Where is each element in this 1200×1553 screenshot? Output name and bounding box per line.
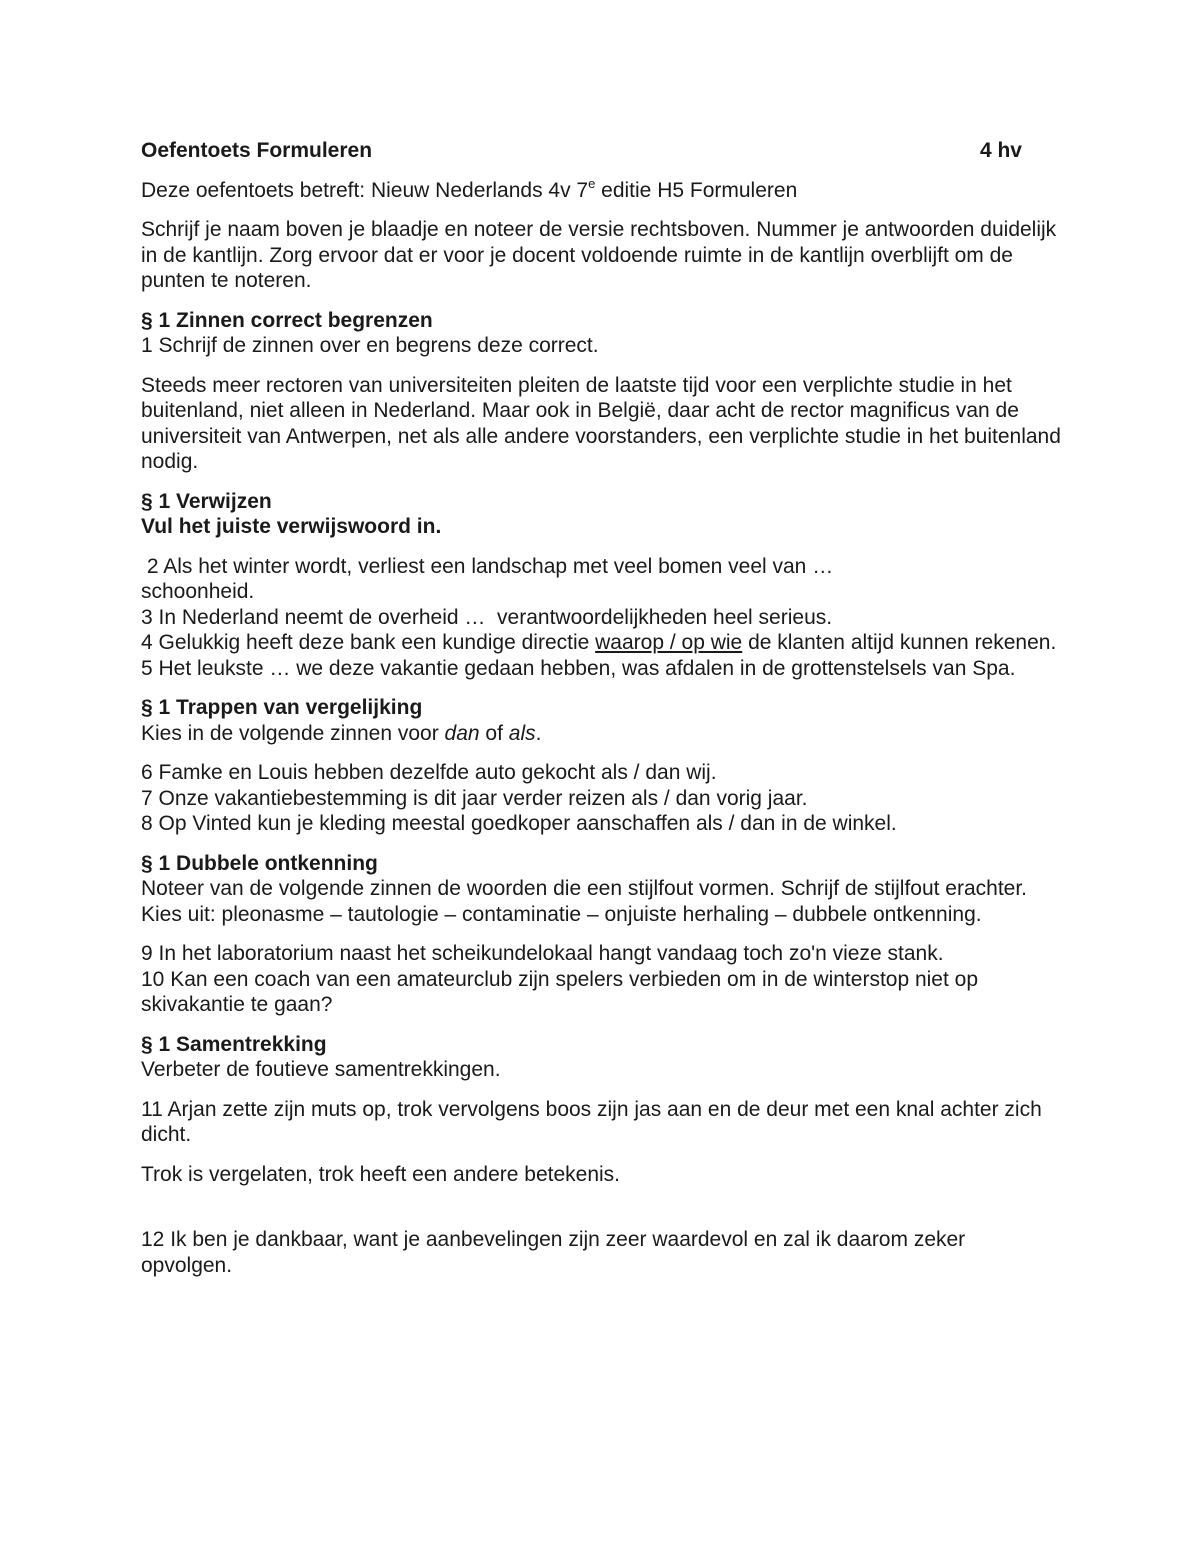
document-title: Oefentoets Formuleren bbox=[141, 139, 373, 162]
subtitle-post: editie H5 Formuleren bbox=[595, 178, 798, 202]
section-instruction-samentrekking: Verbeter de foutieve samentrekkingen. bbox=[141, 1058, 501, 1081]
title-row bbox=[141, 138, 1061, 164]
question-3: 3 In Nederland neemt de overheid … verantwoordelijkheden heel serieus. bbox=[141, 605, 833, 629]
question-4-post: de klanten altijd kunnen rekenen. bbox=[742, 631, 1057, 654]
section-instruction-dubbele-ontkenning: Noteer van de volgende zinnen de woorden die een stijlfout vormen. Schrijf de stijlfout erachter. Kies uit: pleonasme – tautologie – contaminatie – onjuiste herhaling – dubbele ontkenning. bbox=[141, 877, 1028, 926]
question-11: 11 Arjan zette zijn muts op, trok vervolgens boos zijn jas aan en de deur met een knal achter zich dicht. bbox=[141, 1097, 1042, 1146]
instr-mid: of bbox=[479, 721, 509, 745]
question-4-answer: waarop / op wie bbox=[595, 631, 743, 654]
instr-pre: Kies in de volgende zinnen voor bbox=[141, 721, 445, 745]
question-10: 10 Kan een coach van een amateurclub zijn spelers verbieden om in de winterstop niet op skivakantie te gaan? bbox=[141, 967, 979, 1016]
section-heading-samentrekking: § 1 Samentrekking bbox=[141, 1032, 327, 1056]
instr-post: . bbox=[535, 721, 542, 745]
question-7: 7 Onze vakantiebestemming is dit jaar verder reizen als / dan vorig jaar. bbox=[141, 786, 808, 810]
question-1: 1 Schrijf de zinnen over en begrens deze correct. bbox=[141, 334, 599, 357]
answer-11: Trok is vergelaten, trok heeft een andere betekenis. bbox=[141, 1162, 621, 1186]
question-2-cont: schoonheid. bbox=[141, 580, 255, 603]
subtitle-sup: e bbox=[588, 175, 596, 191]
section-heading-dubbele-ontkenning: § 1 Dubbele ontkenning bbox=[141, 851, 378, 875]
question-4 bbox=[141, 630, 1061, 656]
instr-dan: dan bbox=[444, 721, 480, 745]
section-subheading-verwijzen: Vul het juiste verwijswoord in. bbox=[141, 515, 442, 538]
passage: Steeds meer rectoren van universiteiten pleiten de laatste tijd voor een verplichte studie in het buitenland, niet alleen in Nederland. Maar ook in België, daar acht de rector magnificus van de universiteit van Antwerpen, net als alle andere voorstanders, een verplichte studie in het buitenland nodig. bbox=[141, 373, 1061, 473]
level-label: 4 hv bbox=[979, 139, 1022, 162]
instructions: Schrijf je naam boven je blaadje en noteer de versie rechtsboven. Nummer je antwoorden duidelijk in de kantlijn. Zorg ervoor dat er voor je docent voldoende ruimte in de kantlijn overblijft om de punten te noteren. bbox=[141, 218, 1057, 292]
question-5: 5 Het leukste … we deze vakantie gedaan hebben, was afdalen in de grottenstelsels van Spa. bbox=[141, 656, 1016, 680]
section-instruction-trappen bbox=[141, 721, 1061, 747]
document-page bbox=[141, 138, 1061, 1278]
question-12: 12 Ik ben je dankbaar, want je aanbevelingen zijn zeer waardevol en zal ik daarom zeker opvolgen. bbox=[141, 1228, 966, 1277]
instr-als: als bbox=[508, 721, 536, 745]
subtitle-pre: Deze oefentoets betreft: Nieuw Nederlands 4v 7 bbox=[141, 178, 589, 202]
question-9: 9 In het laboratorium naast het scheikundelokaal hangt vandaag toch zo'n vieze stank. bbox=[141, 942, 944, 965]
question-2: 2 Als het winter wordt, verliest een landschap met veel bomen veel van … bbox=[141, 554, 834, 578]
section-heading-zinnen: § 1 Zinnen correct begrenzen bbox=[141, 308, 433, 332]
question-8: 8 Op Vinted kun je kleding meestal goedkoper aanschaffen als / dan in de winkel. bbox=[141, 812, 897, 835]
subtitle bbox=[141, 175, 1061, 204]
section-heading-trappen: § 1 Trappen van vergelijking bbox=[141, 696, 423, 719]
section-heading-verwijzen: § 1 Verwijzen bbox=[141, 489, 272, 513]
question-6: 6 Famke en Louis hebben dezelfde auto gekocht als / dan wij. bbox=[141, 761, 717, 784]
question-4-pre: 4 Gelukkig heeft deze bank een kundige directie bbox=[141, 631, 596, 654]
